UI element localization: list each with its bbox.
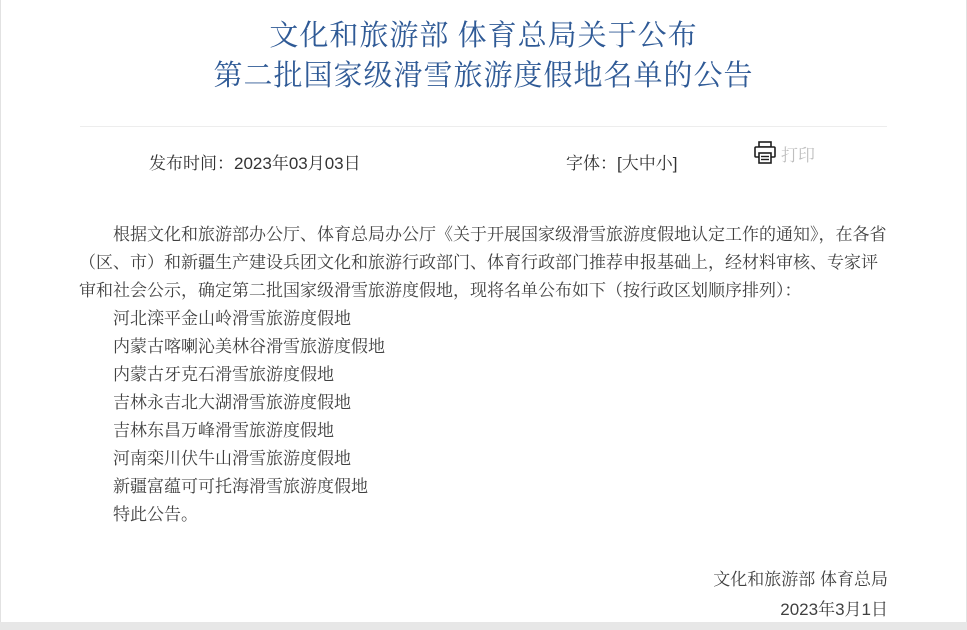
page-title: [1, 0, 966, 96]
resort-list-item: 内蒙古牙克石滑雪旅游度假地: [113, 365, 334, 384]
page-title-line1: 文化和旅游部 体育总局关于公布: [269, 20, 698, 52]
resort-list-item: 河北滦平金山岭滑雪旅游度假地: [113, 309, 351, 328]
announcement-body: [79, 221, 888, 529]
font-size-bracket-close: ]: [672, 154, 678, 173]
font-size-control: [566, 149, 677, 174]
print-button[interactable]: [751, 139, 815, 167]
resort-list-item: 河南栾川伏牛山滑雪旅游度假地: [113, 449, 351, 468]
meta-row: [79, 127, 888, 179]
resort-list-item: 新疆富蕴可可托海滑雪旅游度假地: [113, 477, 368, 496]
page-title-line2: 第二批国家级滑雪旅游度假地名单的公告: [213, 60, 754, 92]
publish-time-label: 发布时间：: [149, 154, 234, 173]
font-size-bracket-open: [: [617, 154, 622, 173]
signature-block: [1, 565, 888, 625]
font-size-medium-button[interactable]: 中: [638, 154, 656, 173]
resort-list-item: 内蒙古喀喇沁美林谷滑雪旅游度假地: [113, 337, 385, 356]
closing-statement: 特此公告。: [113, 505, 198, 524]
resort-list-item: 吉林东昌万峰滑雪旅游度假地: [113, 421, 334, 440]
printer-icon: [751, 139, 781, 167]
font-size-small-button[interactable]: 小: [655, 154, 673, 173]
announcement-paragraph: 根据文化和旅游部办公厅、体育总局办公厅《关于开展国家级滑雪旅游度假地认定工作的通知》，在各省（区、市）和新疆生产建设兵团文化和旅游行政部门、体育行政部门推荐申报基础上，经材料审核、专家评审和社会公示，确定第二批国家级滑雪旅游度假地，现将名单公布如下（按行政区划顺序排列）：: [79, 225, 887, 300]
signature-date: 2023年3月1日: [780, 600, 888, 619]
resort-list-item: 吉林永吉北大湖滑雪旅游度假地: [113, 393, 351, 412]
font-size-label: 字体：: [566, 154, 617, 173]
publish-time: [149, 149, 361, 174]
signature-issuer: 文化和旅游部 体育总局: [713, 570, 888, 589]
publish-time-value: 2023年03月03日: [234, 154, 361, 173]
print-button-label: 打印: [781, 145, 815, 165]
font-size-large-button[interactable]: 大: [621, 154, 639, 173]
